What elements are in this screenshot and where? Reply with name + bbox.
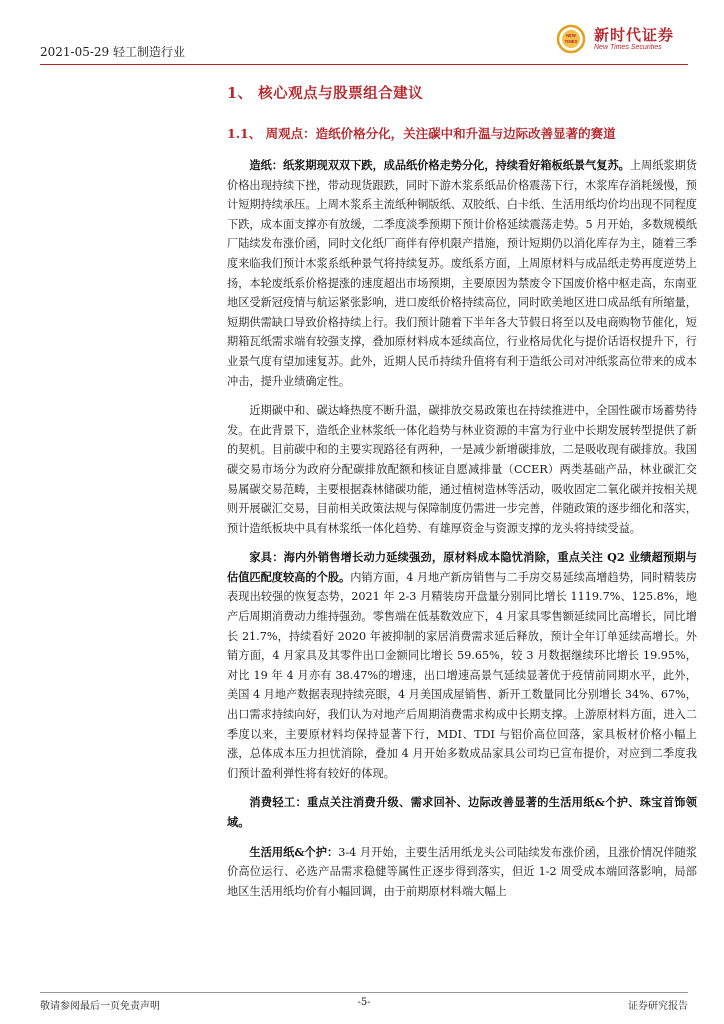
paragraph-lead: 消费轻工：重点关注消费升级、需求回补、边际改善显著的生活用纸&个护、珠宝首饰领域。: [227, 795, 697, 829]
paragraph-furniture: [227, 548, 697, 783]
paragraph-paper: [227, 156, 697, 391]
paragraph-text: 近期碳中和、碳达峰热度不断升温，碳排放交易政策也在持续推进中，全国性碳市场蓄势待发。在此背景下，造纸企业林浆纸一体化趋势与林业资源的丰富为行业中长期发展转型提供了新的契机。目前碳中和的主要实现路径有两种，一是减少新增碳排放，二是吸收现有碳排放。我国碳交易市场分为政府分配碳排放配额和核证自愿减排量（CCER）两类基础产品，林业碳汇交易属碳交易范畴，主要根据森林储碳功能，通过植树造林等活动，吸收固定二氧化碳并按相关规则开展碳汇交易，目前相关政策法规与保障制度仍需进一步完善，伴随政策的逐步细化和落实，预计造纸板块中具有林浆纸一体化趋势、有雄厚资金与资源支撑的龙头将持续受益。: [227, 404, 697, 535]
svg-text:TIMES: TIMES: [564, 39, 578, 44]
paragraph-lead: 家具：海内外销售增长动力延续强劲，原材料成本隐忧消除，重点关注 Q2 业绩超预期与估值匹配度较高的个股。: [227, 550, 697, 584]
subsection-heading: 1.1、 周观点：造纸价格分化，关注碳中和升温与边际改善显著的赛道: [227, 126, 616, 141]
logo-chinese-name: 新时代证券: [594, 26, 675, 44]
paragraph-text: 上周纸浆期货价格出现持续下挫，带动现货跟跌，同时下游木浆系纸品价格震荡下行，木浆库存消耗缓慢，预计短期持续承压。上周木浆系主流纸种铜版纸、双胶纸、白卡纸、生活用纸均价均出现不同程度下跌，成本面支撑亦有放缓，二季度淡季预期下预计价格延续震荡走势。5 月开始，多数规模纸厂陆续发布涨价函，同时文化纸厂商伴有停机限产措施，预计短期仍以消化库存为主，随着三季度来临我们预计木浆系纸种景气将持续复苏。废纸系方面，上周原材料与成品纸走势再度逆势上扬，本轮废纸系价格提涨的速度超出市场预期，主要原因为禁废令下国废价格中枢走高，东南亚地区受新冠疫情与航运紧张影响，进口废纸价格持续高位，同时欧美地区进口成品纸有所缩量，短期供需缺口导致价格持续上行。我们预计随着下半年各大节假日将至以及电商购物节催化，短期箱瓦纸需求端有较强支撑，叠加原材料成本延续高位，行业格局优化与提价话语权提升下，行业景气度有望加速复苏。此外，近期人民币持续升值将有利于造纸公司对冲纸浆高位带来的成本冲击，提升业绩确定性。: [227, 159, 697, 388]
section-heading: 1、 核心观点与股票组合建议: [227, 85, 424, 102]
paragraph-text: 3-4 月开始，主要生活用纸龙头公司陆续发布涨价函，且涨价情况伴随浆价高位运行、必选产品需求稳健等属性正逐步得到落实，但近 1-2 周受成本端回落影响，局部地区生活用纸均价有小幅回调，由于前期原材料端大幅上: [227, 845, 697, 898]
logo-english-name: New Times Securities: [594, 44, 662, 51]
footer-disclaimer: 敬请参阅最后一页免责声明: [40, 1001, 160, 1012]
page-number: -5-: [357, 997, 371, 1008]
main-content: [227, 82, 697, 901]
paragraph-text: 内销方面，4 月地产新房销售与二手房交易延续高增趋势，同时精装房表现出较强的恢复态势，2021 年 2-3 月精装房开盘量分别同比增长 1119.7%、125.8%，地产后周期消费动力维持强劲。零售端在低基数效应下，4 月家具零售额延续同比高增长，同比增长 21.7%，持续看好 2020 年被抑制的家居消费需求延后释放，预计全年订单延续高增长。外销方面，4 月家具及其零件出口金额同比增长 59.65%，较 3 月数据继续环比增长 19.95%，对比 19 年 4 月亦有 38.47%的增速，出口增速高景气延续显著优于疫情前同期水平，此外，美国 4 月地产数据表现持续亮眼，4 月美国成屋销售、新开工数量同比分别增长 34%、67%，出口需求持续向好，我们认为对地产后周期消费需求构成中长期支撑。上游原材料方面，进入二季度以来，主要原材料均保持显著下行，MDI、TDI 与铝价高位回落，家具板材价格小幅上涨，总体成本压力担忧消除，叠加 4 月开始多数成品家具公司均已宣布提价，对应到二季度我们预计盈利弹性将有较好的体现。: [227, 570, 697, 780]
svg-text:NEW: NEW: [566, 33, 576, 38]
page-footer: [40, 992, 688, 1012]
header-date-industry: 2021-05-29 轻工制造行业: [40, 45, 186, 59]
paragraph-consumer: [227, 793, 697, 832]
page-header: [40, 22, 688, 65]
footer-report-type: 证券研究报告: [628, 1001, 688, 1012]
logo-emblem-icon: [556, 24, 586, 54]
company-logo: [538, 22, 688, 60]
paragraph-tissue: [227, 843, 697, 902]
paragraph-lead: 造纸：纸浆期现双双下跌，成品纸价格走势分化，持续看好箱板纸景气复苏。: [249, 158, 630, 172]
paragraph-lead: 生活用纸&个护：: [249, 844, 339, 859]
paragraph-carbon: [227, 401, 697, 538]
